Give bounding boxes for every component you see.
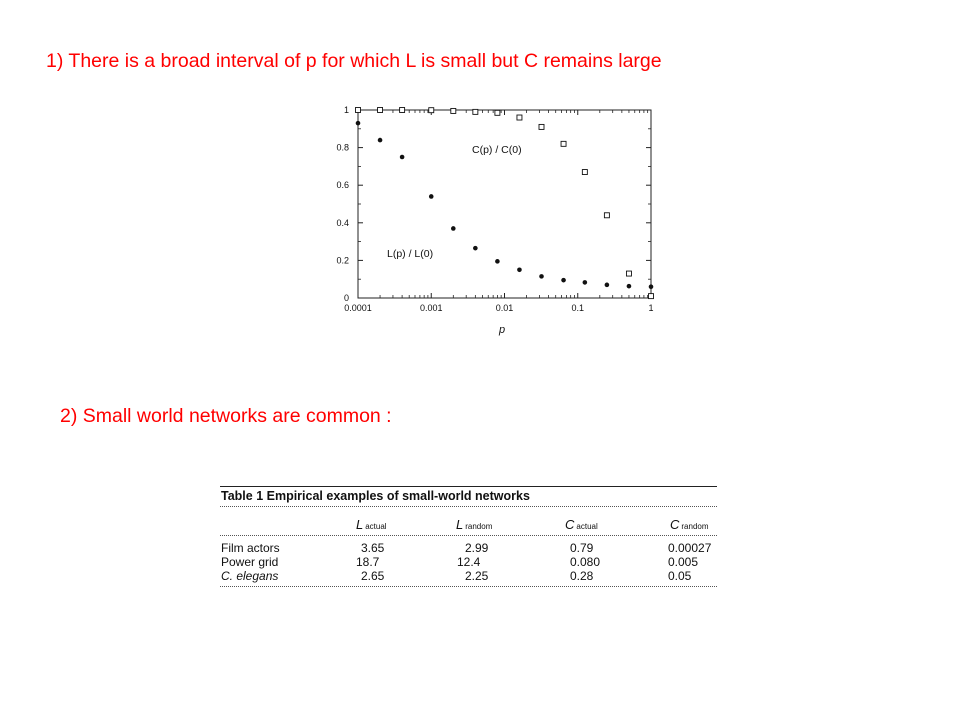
x-tick-label: 0.1 <box>571 303 585 313</box>
l-ratio-point <box>517 268 522 273</box>
c-ratio-point <box>517 115 522 120</box>
tick-labels <box>336 105 653 313</box>
row-label: C. elegans <box>221 569 279 583</box>
small-world-chart <box>330 100 670 340</box>
axis-ticks <box>358 110 651 298</box>
row-label: Film actors <box>221 541 280 555</box>
table-row <box>220 569 717 583</box>
l-ratio-point <box>649 284 654 289</box>
plot-frame <box>358 110 651 298</box>
col-header-l-actual: Lactual <box>356 517 387 532</box>
table-bottom-rule <box>220 586 717 587</box>
l-ratio-point <box>561 278 566 283</box>
l-ratio-point <box>429 194 434 199</box>
cell-c-random: 0.00027 <box>668 541 712 555</box>
cell-l-actual: 2.65 <box>361 569 385 583</box>
l-ratio-point <box>605 283 610 288</box>
y-tick-label: 0.6 <box>336 180 349 191</box>
series-label-c: C(p) / C(0) <box>472 144 522 156</box>
heading-point-2: 2) Small world networks are common : <box>60 405 392 427</box>
c-ratio-point <box>539 124 544 129</box>
cell-c-actual: 0.79 <box>570 541 594 555</box>
cell-c-actual: 0.080 <box>570 555 601 569</box>
c-ratio-point <box>626 271 631 276</box>
y-tick-label: 0.4 <box>336 217 349 228</box>
series-label-l: L(p) / L(0) <box>387 248 434 260</box>
table-rule <box>220 506 717 507</box>
cell-l-actual: 18.7 <box>356 555 380 569</box>
x-tick-label: 0.0001 <box>344 303 372 313</box>
small-world-table <box>220 486 717 587</box>
col-header-l-random: Lrandom <box>456 517 493 532</box>
c-ratio-point <box>604 213 609 218</box>
y-tick-label: 0 <box>343 293 349 303</box>
c-ratio-point <box>356 108 361 113</box>
c-ratio-point <box>378 108 383 113</box>
c-ratio-point <box>582 170 587 175</box>
y-tick-label: 0.8 <box>336 142 349 153</box>
l-ratio-point <box>473 246 478 251</box>
table-header-row <box>220 515 717 535</box>
l-ratio-point <box>356 121 361 126</box>
x-tick-label: 1 <box>648 303 654 313</box>
table-body <box>220 536 717 586</box>
l-ratio-point <box>627 284 632 289</box>
l-ratio-point <box>583 280 588 285</box>
x-axis-title: p <box>498 324 506 336</box>
table-row <box>220 555 717 569</box>
cell-c-actual: 0.28 <box>570 569 594 583</box>
cell-l-random: 12.4 <box>457 555 481 569</box>
c-ratio-point <box>429 108 434 113</box>
l-ratio-point <box>495 259 500 264</box>
y-tick-label: 1 <box>343 105 349 115</box>
l-ratio-point <box>451 226 456 231</box>
row-label: Power grid <box>221 555 279 569</box>
cell-l-random: 2.25 <box>465 569 489 583</box>
cell-c-random: 0.05 <box>668 569 692 583</box>
col-header-c-actual: Cactual <box>565 517 598 532</box>
cell-l-actual: 3.65 <box>361 541 385 555</box>
table-row <box>220 541 717 555</box>
l-ratio-point <box>378 138 383 143</box>
heading-point-1: 1) There is a broad interval of p for which L is small but C remains large <box>46 50 662 72</box>
l-ratio-point <box>400 155 405 160</box>
x-tick-label: 0.001 <box>419 303 443 313</box>
c-ratio-point <box>400 108 405 113</box>
c-ratio-point <box>561 141 566 146</box>
c-ratio-point <box>451 108 456 113</box>
c-ratio-point <box>495 110 500 115</box>
cell-c-random: 0.005 <box>668 555 699 569</box>
series-marks <box>356 108 654 299</box>
c-ratio-point <box>473 109 478 114</box>
x-tick-label: 0.01 <box>495 303 514 313</box>
col-header-c-random: Crandom <box>670 517 709 532</box>
y-tick-label: 0.2 <box>336 255 349 266</box>
l-ratio-point <box>539 274 544 279</box>
cell-l-random: 2.99 <box>465 541 489 555</box>
c-ratio-point <box>649 294 654 299</box>
table-caption: Table 1 Empirical examples of small-world networks <box>221 489 530 503</box>
